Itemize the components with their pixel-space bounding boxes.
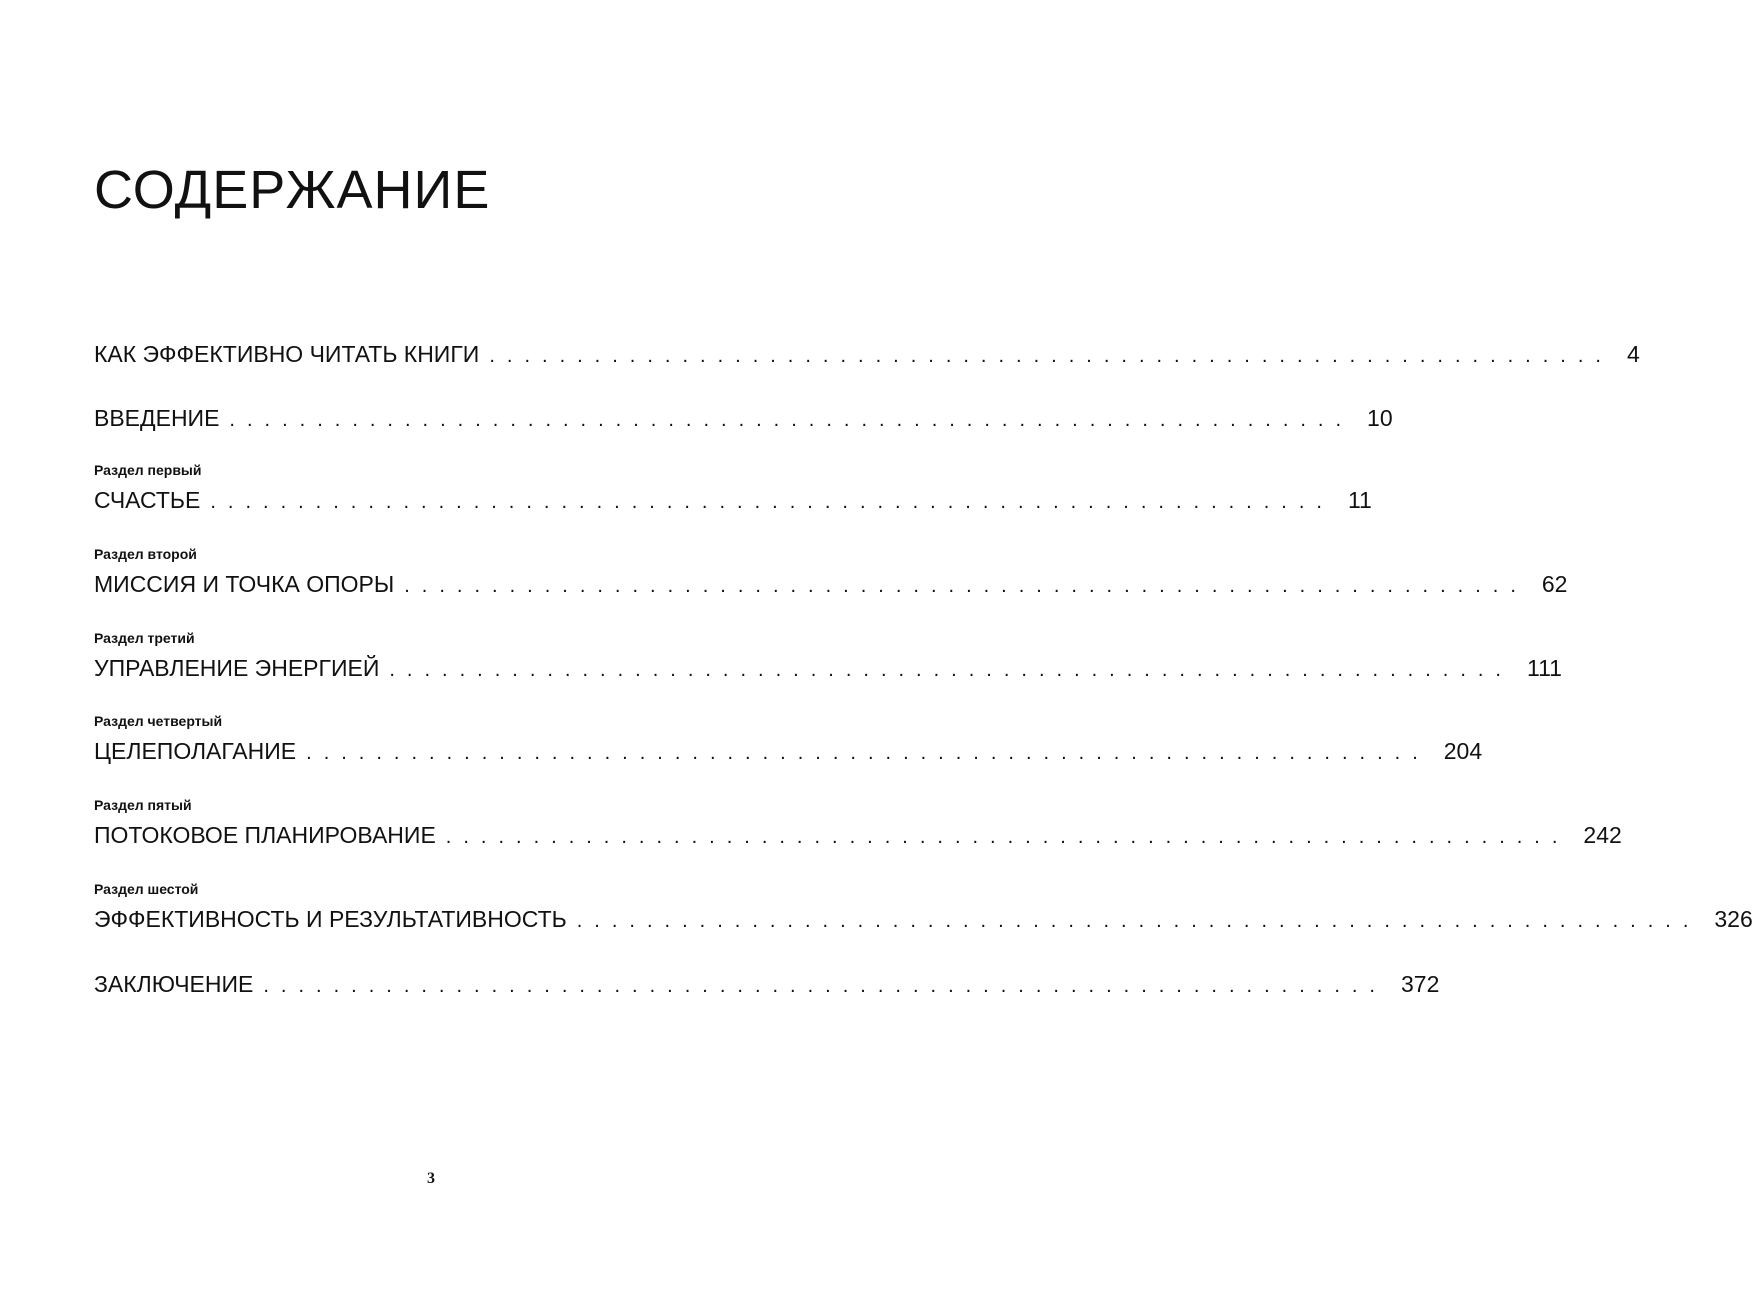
toc-entry-goal-setting[interactable]: [94, 712, 1483, 768]
toc-entry-line: [94, 567, 1568, 601]
section-label: Раздел первый: [94, 462, 202, 478]
toc-page-number: 62: [1541, 571, 1568, 597]
dot-leader: ................................................................: [404, 575, 1528, 597]
toc-entry-title: КАК ЭФФЕКТИВНО ЧИТАТЬ КНИГИ: [94, 341, 480, 367]
toc-entry-title: ЗАКЛЮЧЕНИЕ: [94, 971, 254, 997]
page-title: СОДЕРЖАНИЕ: [94, 160, 491, 220]
section-label: Раздел шестой: [94, 881, 199, 897]
toc-page-number: 4: [1626, 341, 1640, 367]
toc-entry-title: ВВЕДЕНИЕ: [94, 405, 220, 431]
toc-entry-reading-tips[interactable]: [94, 337, 1640, 371]
toc-page-number: 372: [1400, 971, 1440, 997]
toc-page-number: 111: [1526, 655, 1562, 681]
table-of-contents: [94, 0, 1753, 1299]
toc-entry-title: УПРАВЛЕНИЕ ЭНЕРГИЕЙ: [94, 655, 380, 681]
toc-entry-line: [94, 337, 1640, 371]
page-number-footer: 3: [427, 1170, 435, 1187]
dot-leader: ................................................................: [489, 345, 1613, 367]
section-label: Раздел четвертый: [94, 713, 223, 729]
toc-entry-title: ЭФФЕКТИВНОСТЬ И РЕЗУЛЬТАТИВНОСТЬ: [94, 906, 567, 932]
toc-entry-introduction[interactable]: [94, 401, 1393, 435]
toc-entry-line: [94, 967, 1440, 1001]
dot-leader: ................................................................: [445, 826, 1570, 848]
toc-entry-line: [94, 818, 1622, 852]
dot-leader: ................................................................: [263, 975, 1387, 997]
dot-leader: ................................................................: [229, 409, 1354, 431]
section-label: Раздел третий: [94, 630, 195, 646]
toc-entry-line: [94, 483, 1372, 517]
dot-leader: ................................................................: [210, 491, 1334, 513]
toc-entry-effectiveness[interactable]: [94, 880, 1753, 936]
dot-leader: ................................................................: [389, 659, 1513, 681]
toc-entry-title: СЧАСТЬЕ: [94, 487, 201, 513]
toc-page-number: 10: [1367, 405, 1393, 431]
toc-entry-title: МИССИЯ И ТОЧКА ОПОРЫ: [94, 571, 395, 597]
toc-entry-line: [94, 902, 1753, 936]
toc-entry-happiness[interactable]: [94, 461, 1372, 517]
toc-entry-conclusion[interactable]: [94, 967, 1440, 1001]
toc-entry-mission[interactable]: [94, 545, 1568, 601]
toc-page-number: 11: [1347, 487, 1372, 513]
toc-entry-flow-planning[interactable]: [94, 796, 1622, 852]
toc-entry-line: [94, 401, 1393, 435]
toc-page-number: 242: [1583, 822, 1622, 848]
dot-leader: ................................................................: [306, 742, 1430, 764]
toc-entry-energy[interactable]: [94, 629, 1562, 685]
section-label: Раздел пятый: [94, 797, 192, 813]
toc-entry-title: ЦЕЛЕПОЛАГАНИЕ: [94, 738, 297, 764]
toc-page-number: 204: [1443, 738, 1483, 764]
toc-entry-title: ПОТОКОВОЕ ПЛАНИРОВАНИЕ: [94, 822, 436, 848]
section-label: Раздел второй: [94, 546, 197, 562]
toc-entry-line: [94, 734, 1483, 768]
toc-entry-line: [94, 651, 1562, 685]
dot-leader: ................................................................: [576, 910, 1701, 932]
toc-page-number: 326: [1714, 906, 1753, 932]
